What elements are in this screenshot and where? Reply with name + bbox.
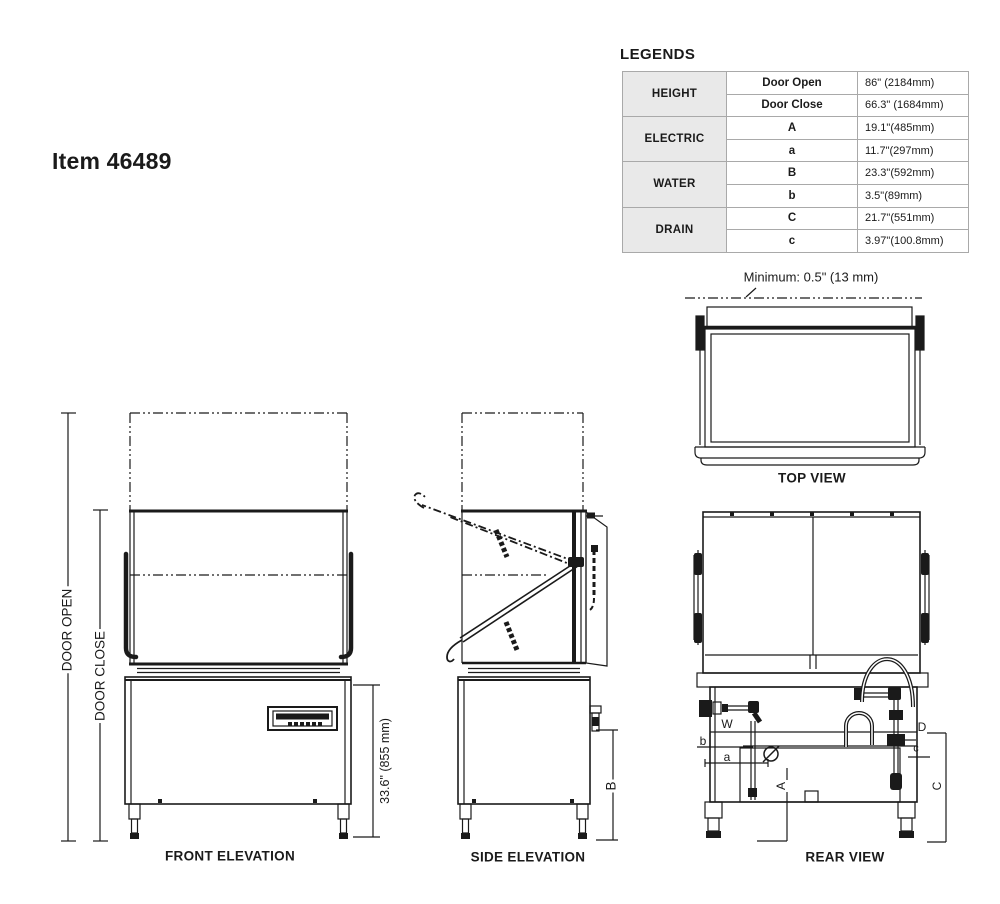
spring-upper bbox=[496, 530, 507, 557]
table-row bbox=[623, 72, 969, 95]
leader-line bbox=[746, 288, 756, 297]
legend-value: 19.1"(485mm) bbox=[858, 117, 969, 140]
machine-legs bbox=[705, 802, 915, 838]
lift-arm-open-phantom bbox=[414, 493, 577, 567]
right-rail bbox=[916, 316, 924, 350]
legend-value: 66.3" (1684mm) bbox=[858, 94, 969, 117]
legend-key: B bbox=[727, 162, 858, 185]
dim-b-label: B bbox=[603, 781, 619, 791]
legend-value: 11.7"(297mm) bbox=[858, 139, 969, 162]
door-open-label: DOOR OPEN bbox=[59, 588, 75, 672]
counter-band bbox=[697, 673, 928, 687]
legend-key: C bbox=[727, 207, 858, 230]
water-inlet-fitting bbox=[590, 706, 601, 731]
base-height-dimension-line bbox=[353, 685, 380, 837]
top-view-title: TOP VIEW bbox=[778, 470, 846, 486]
arm-pivot bbox=[568, 557, 584, 567]
legend-key: c bbox=[727, 230, 858, 253]
front-elevation-title: FRONT ELEVATION bbox=[165, 848, 295, 864]
base-cabinet bbox=[125, 677, 351, 804]
legend-key: Door Close bbox=[727, 94, 858, 117]
a-electric-dimension-line bbox=[757, 768, 787, 841]
legend-value: 23.3"(592mm) bbox=[858, 162, 969, 185]
legend-value: 3.97"(100.8mm) bbox=[858, 230, 969, 253]
base-height-label: 33.6" (855 mm) bbox=[377, 718, 392, 804]
spring-lower bbox=[506, 622, 517, 650]
rear-label-c: c bbox=[913, 742, 919, 755]
item-number: Item 46489 bbox=[52, 148, 172, 174]
front-elevation-drawing bbox=[50, 400, 395, 848]
control-panel bbox=[268, 707, 337, 730]
hood-rear-panel bbox=[707, 307, 912, 327]
legends-table bbox=[622, 71, 969, 253]
rear-label-C: C bbox=[930, 781, 944, 791]
machine-legs bbox=[129, 804, 349, 839]
legends-title: LEGENDS bbox=[620, 46, 696, 63]
legend-value: 3.5"(89mm) bbox=[858, 184, 969, 207]
rear-label-a: a bbox=[723, 750, 731, 764]
hood-outline bbox=[461, 511, 607, 673]
base-cabinet bbox=[458, 677, 590, 804]
faucet-arc bbox=[862, 659, 913, 707]
legend-key: A bbox=[727, 117, 858, 140]
top-view-drawing bbox=[660, 282, 960, 482]
right-hinge-rail bbox=[921, 550, 929, 645]
clearance-note: Minimum: 0.5" (13 mm) bbox=[743, 269, 879, 285]
legend-category-height: HEIGHT bbox=[623, 72, 727, 117]
rear-view-title: REAR VIEW bbox=[805, 849, 885, 865]
hood-outline bbox=[129, 511, 348, 673]
side-elevation-drawing bbox=[410, 400, 625, 848]
phantom-door-open-outline bbox=[462, 413, 583, 575]
legend-value: 86" (2184mm) bbox=[858, 72, 969, 95]
rear-label-d: D bbox=[917, 720, 927, 734]
left-hinge-rail bbox=[694, 550, 702, 645]
phantom-door-open-outline bbox=[130, 413, 347, 575]
rear-label-b: b bbox=[699, 734, 707, 748]
lift-arm-closed bbox=[447, 562, 578, 661]
p-trap bbox=[846, 713, 872, 747]
machine-legs bbox=[460, 804, 588, 839]
table-row bbox=[623, 117, 969, 140]
legend-key: a bbox=[727, 139, 858, 162]
rear-label-A: A bbox=[774, 781, 788, 791]
hood-outline bbox=[703, 512, 920, 673]
base-cabinet bbox=[710, 687, 917, 802]
left-rail bbox=[696, 316, 704, 350]
legend-key: b bbox=[727, 184, 858, 207]
rear-handle bbox=[588, 550, 594, 611]
legend-category-drain: DRAIN bbox=[623, 207, 727, 252]
legend-key: Door Open bbox=[727, 72, 858, 95]
faucet-assembly bbox=[854, 659, 916, 790]
cavity-outline bbox=[705, 329, 915, 447]
front-band bbox=[695, 447, 925, 458]
legend-category-water: WATER bbox=[623, 162, 727, 207]
table-row bbox=[623, 162, 969, 185]
rear-view-drawing bbox=[680, 495, 970, 855]
table-row bbox=[623, 207, 969, 230]
side-elevation-title: SIDE ELEVATION bbox=[470, 849, 586, 865]
legend-value: 21.7"(551mm) bbox=[858, 207, 969, 230]
rear-label-w: W bbox=[721, 717, 733, 731]
legend-category-electric: ELECTRIC bbox=[623, 117, 727, 162]
door-close-label: DOOR CLOSE bbox=[92, 630, 108, 722]
